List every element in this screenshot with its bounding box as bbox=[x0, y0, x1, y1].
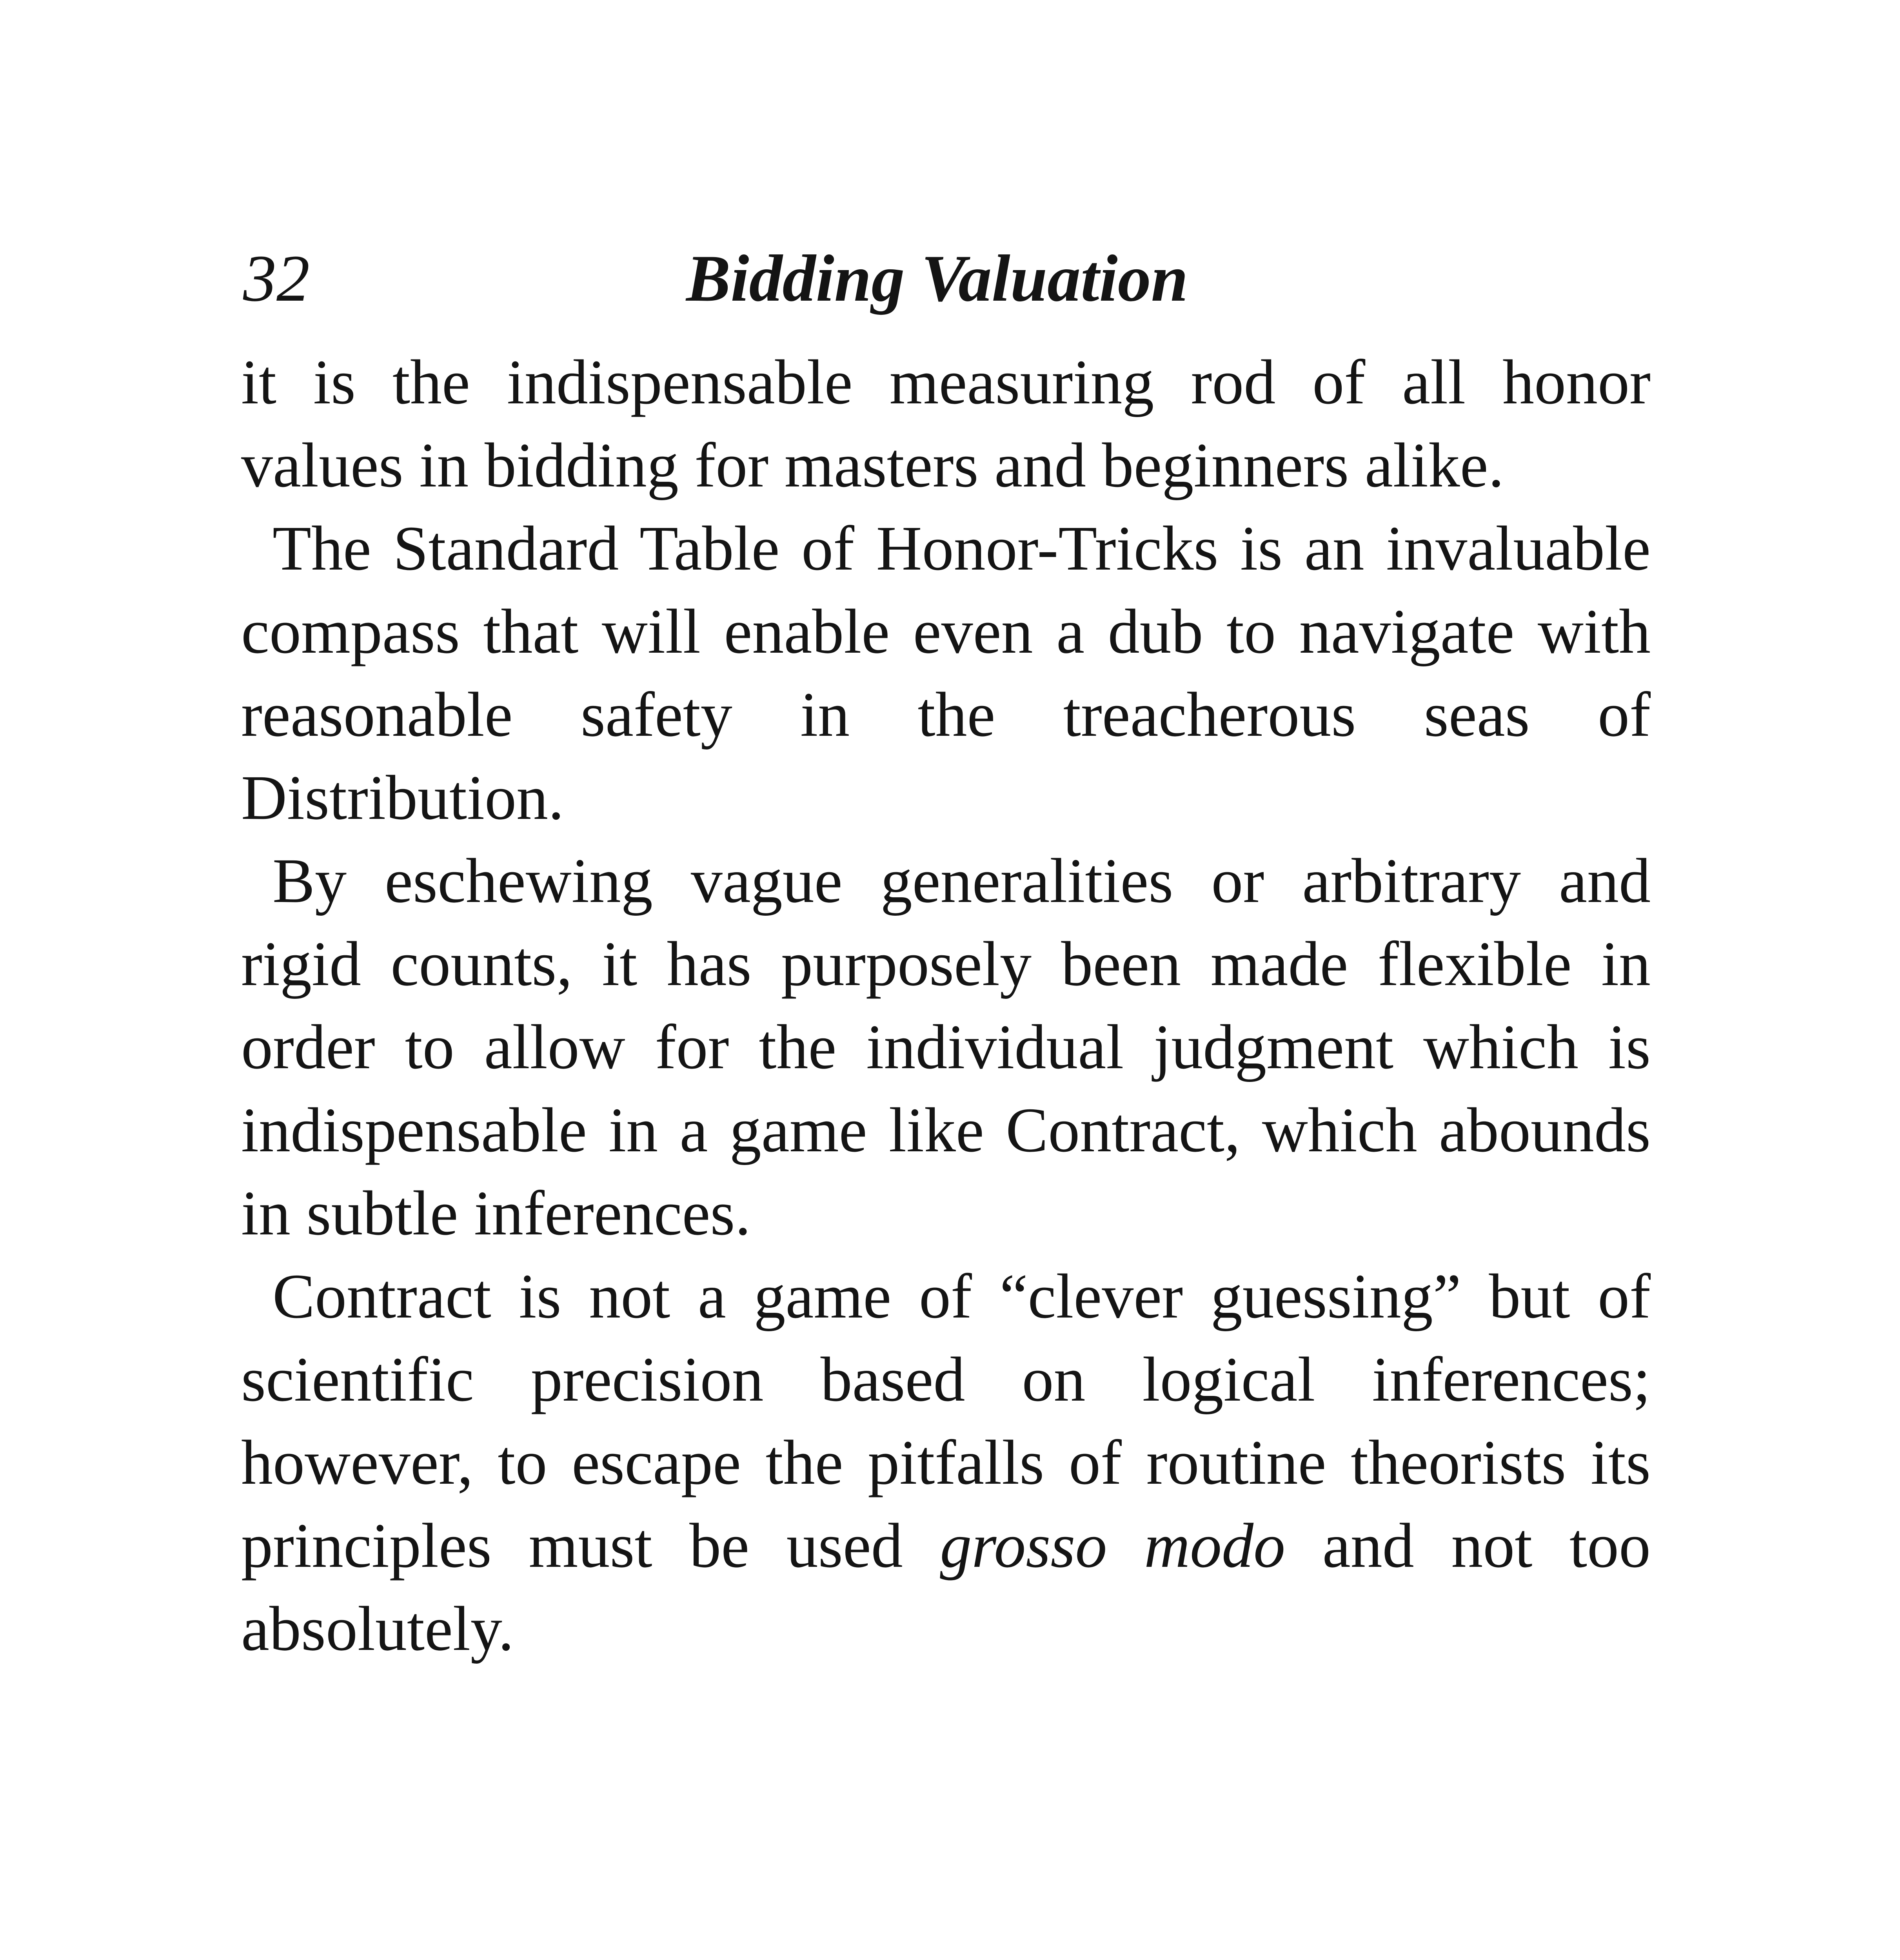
paragraph-1: it is the indispensable measuring rod of all honor values in bidding for masters and beginners alike. bbox=[241, 347, 1651, 501]
running-head bbox=[243, 231, 1655, 325]
body-text bbox=[241, 341, 1651, 1671]
paragraph-2: The Standard Table of Honor-Tricks is an invaluable compass that will enable even a dub to navigate with reasonable safety in the treacherous seas of Distribution. bbox=[241, 514, 1651, 833]
paragraph-3: By eschewing vague generalities or arbitrary and rigid counts, it has purposely been made flexible in order to allow for the individual judgment which is indispensable in a game like Contract, which abounds in subtle inferences. bbox=[241, 846, 1651, 1249]
running-title: Bidding Valuation bbox=[686, 241, 1188, 315]
page-number: 32 bbox=[243, 241, 310, 315]
paragraph-4-start: Contract is not a game of “clever guessing” but of scientific precision based on logical inferences; however, to escape the pitfalls of routine theorists its principles must be used bbox=[241, 1261, 1651, 1581]
paragraph-4 bbox=[241, 1255, 1651, 1671]
italic-phrase: grosso modo bbox=[940, 1511, 1286, 1581]
paragraph-4-end: and not too absolutely. bbox=[241, 1511, 1651, 1664]
